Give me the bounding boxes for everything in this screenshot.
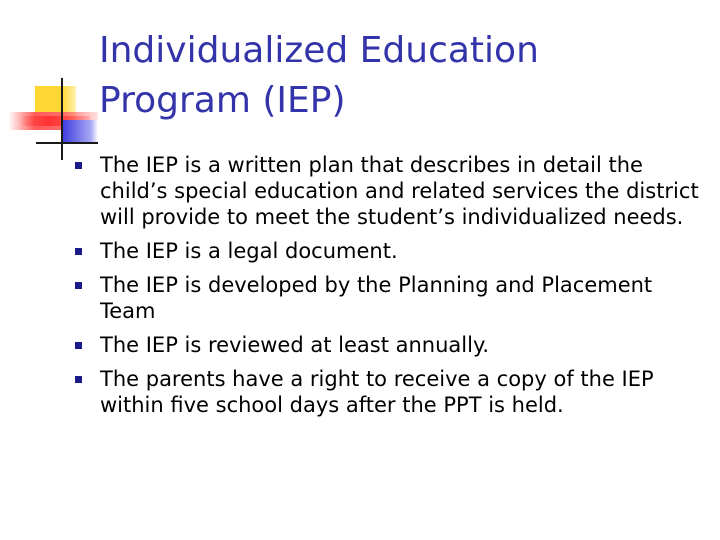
slide-title [99, 26, 699, 126]
bullet-item [72, 332, 702, 358]
bullet-item [72, 238, 702, 264]
bullet-item [72, 152, 702, 230]
bullet-item [72, 272, 702, 324]
bullet-text: The IEP is a legal document. [100, 239, 398, 263]
square-bullet-icon [75, 342, 82, 349]
square-bullet-icon [75, 248, 82, 255]
slide-title-line-2: Program (IEP) [99, 80, 346, 121]
square-bullet-icon [75, 376, 82, 383]
square-bullet-icon [75, 162, 82, 169]
square-bullet-icon [75, 282, 82, 289]
bullet-text: The parents have a right to receive a copy of the IEP within five school days after the PPT is held. [100, 367, 654, 417]
bullet-text: The IEP is reviewed at least annually. [100, 333, 490, 357]
blue-square-decoration [62, 120, 98, 142]
bullet-text: The IEP is a written plan that describes in detail the child’s special education and related services the district will provide to meet the student’s individualized needs. [100, 153, 699, 229]
vertical-line-decoration [61, 78, 63, 160]
slide-title-line-1: Individualized Education [99, 30, 539, 71]
bullet-list [72, 152, 702, 426]
bullet-text: The IEP is developed by the Planning and Placement Team [100, 273, 653, 323]
bullet-item [72, 366, 702, 418]
horizontal-line-decoration [36, 142, 98, 144]
